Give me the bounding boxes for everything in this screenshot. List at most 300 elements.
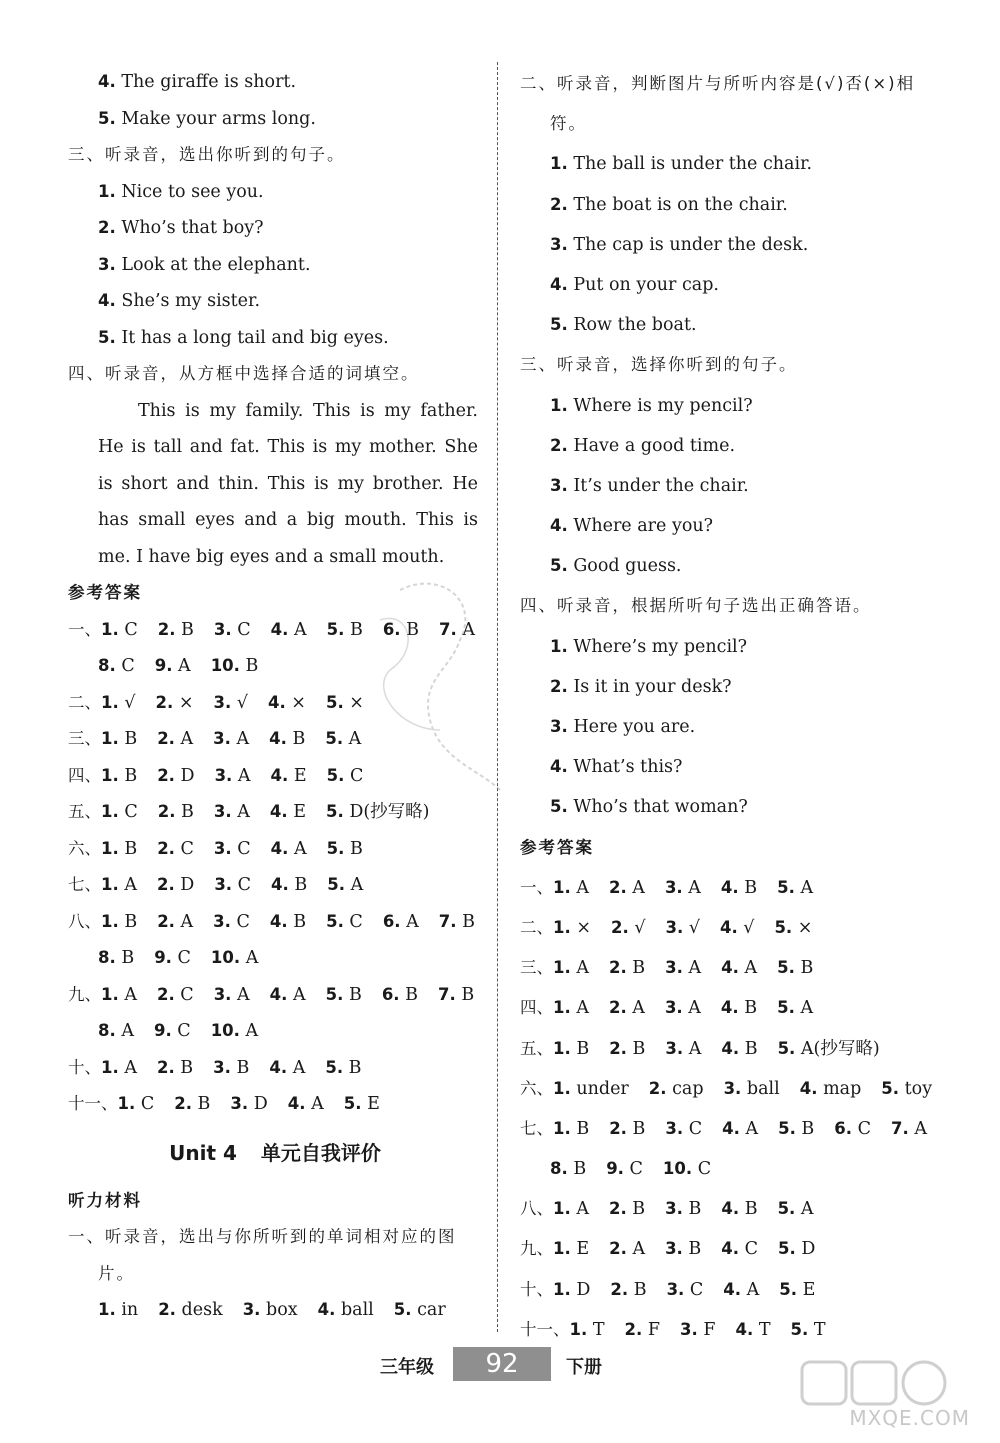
answer-number: 3. — [213, 838, 232, 858]
answer-value: B — [462, 911, 475, 932]
sentence-line — [520, 185, 940, 225]
answer-item — [101, 802, 138, 822]
answer-item — [154, 948, 191, 968]
answer-number: 8. — [98, 1021, 116, 1040]
answer-item — [667, 1280, 704, 1300]
answer-value: A — [237, 802, 250, 822]
answer-value: A — [688, 877, 701, 898]
answer-section-label: 二、 — [68, 692, 101, 712]
answer-number: 1. — [553, 1078, 571, 1098]
answer-number: 2. — [608, 958, 627, 978]
answer-item — [271, 766, 307, 786]
answer-value: F — [647, 1319, 660, 1340]
answer-number: 9. — [153, 1021, 172, 1040]
answer-number: 1. — [101, 692, 119, 712]
answer-value: A — [632, 998, 645, 1019]
answer-number: 4. — [735, 1319, 754, 1339]
answer-value: √ — [236, 692, 248, 713]
answer-number: 1. — [553, 1038, 571, 1058]
answer-item — [665, 878, 701, 898]
sentence-line — [520, 305, 940, 345]
answer-value: B — [124, 911, 138, 932]
answer-section-label: 四、 — [520, 998, 553, 1018]
answer-number: 4. — [722, 1118, 740, 1138]
answer-number: 4. — [269, 802, 288, 821]
answer-item — [649, 1079, 704, 1099]
answer-value: B — [632, 1038, 646, 1059]
answer-item — [553, 1239, 589, 1259]
answer-number: 3. — [214, 875, 233, 894]
answer-item — [553, 1199, 589, 1219]
answer-item — [665, 1239, 701, 1259]
answer-number: 6. — [381, 984, 400, 1004]
item-text: Have a good time. — [573, 435, 736, 456]
item-text: She’s my sister. — [121, 291, 261, 311]
item-text: in — [121, 1300, 139, 1320]
answer-item — [211, 1021, 258, 1041]
watermark — [720, 1358, 970, 1438]
answer-value: C — [237, 619, 251, 640]
answer-value: A — [124, 1057, 137, 1078]
answer-item — [791, 1320, 826, 1340]
sentence-line — [68, 101, 482, 138]
answer-item — [550, 1159, 586, 1179]
answer-item — [383, 912, 419, 932]
answer-value: × — [576, 917, 591, 938]
answer-value: A — [745, 1118, 759, 1139]
answer-value: B — [245, 656, 259, 676]
item-text: Make your arms long. — [121, 108, 316, 129]
answer-value: B — [293, 911, 307, 932]
answer-value: A — [688, 958, 702, 979]
answer-value: A — [914, 1118, 927, 1139]
answer-item — [327, 620, 363, 640]
answer-item — [721, 1239, 758, 1259]
answer-number: 3. — [665, 1199, 683, 1219]
sentence-line — [68, 64, 482, 101]
answer-value: B — [801, 1118, 815, 1139]
answer-value: C — [236, 911, 250, 932]
answer-number: 6. — [382, 619, 401, 639]
watermark-logo-icon — [800, 1358, 950, 1408]
answer-value: √ — [634, 917, 646, 938]
answer-number: 1. — [553, 958, 571, 978]
answer-value: × — [797, 917, 813, 938]
item-number: 5. — [550, 315, 568, 335]
answer-value: B — [121, 948, 135, 968]
item-number: 4. — [550, 274, 568, 294]
answer-value: B — [744, 1199, 758, 1220]
answer-number: 3. — [664, 877, 683, 897]
answer-value: A — [576, 877, 589, 898]
answer-row — [520, 1229, 940, 1269]
answer-value: B — [236, 1057, 250, 1078]
answer-value: B — [294, 875, 308, 895]
answer-value: √ — [688, 917, 700, 938]
answer-item — [101, 985, 137, 1005]
answer-value: B — [405, 984, 419, 1005]
answer-number: 2. — [610, 1279, 629, 1299]
answer-value: E — [367, 1094, 380, 1114]
answer-value: B — [573, 1159, 587, 1180]
answer-value: T — [813, 1319, 826, 1340]
answer-number: 4. — [269, 911, 288, 931]
answer-section-label: 三、 — [68, 729, 101, 748]
answer-item — [778, 1239, 815, 1259]
section-heading-cont: 片。 — [98, 1263, 135, 1283]
answer-number: 1. — [101, 875, 119, 894]
answer-number: 4. — [267, 692, 286, 712]
answer-number: 2. — [611, 917, 629, 937]
answer-item — [98, 1021, 134, 1041]
answer-number: 1. — [101, 619, 119, 639]
answer-section-label: 五、 — [520, 1038, 553, 1058]
answer-value: A — [576, 1199, 589, 1220]
item-number: 3. — [550, 717, 568, 736]
answer-value: C — [688, 1118, 703, 1139]
sentence-line — [520, 667, 940, 707]
answer-row — [520, 1189, 940, 1229]
answer-value: C — [857, 1118, 872, 1139]
answer-item — [777, 958, 813, 978]
answer-number: 1. — [553, 877, 571, 897]
word-item — [158, 1300, 222, 1320]
answer-value: C — [744, 1239, 758, 1260]
answer-item — [270, 912, 306, 932]
sentence-line — [520, 265, 940, 305]
answer-value: ball — [746, 1078, 780, 1099]
answer-value: A — [121, 1021, 134, 1041]
answer-number: 4. — [270, 619, 289, 639]
answer-value: under — [576, 1078, 629, 1099]
sentence-line — [68, 174, 482, 211]
answer-item — [735, 1320, 770, 1340]
answer-row — [68, 904, 482, 941]
answer-value: × — [349, 692, 364, 713]
answer-item — [101, 1058, 137, 1078]
item-number: 3. — [242, 1300, 261, 1319]
answer-row — [520, 1270, 940, 1310]
item-text: The ball is under the chair. — [573, 154, 813, 175]
answer-value: A — [245, 1021, 259, 1041]
answer-value: D — [180, 765, 195, 786]
item-number: 1. — [550, 154, 568, 174]
item-number: 2. — [158, 1300, 176, 1319]
answer-number: 1. — [117, 1094, 136, 1113]
answer-number: 4. — [270, 838, 289, 858]
answer-number: 4. — [721, 958, 739, 978]
answer-number: 5. — [326, 838, 345, 858]
answer-item — [553, 1039, 589, 1059]
answer-item — [777, 878, 813, 898]
item-text: Is it in your desk? — [573, 676, 732, 697]
answer-number: 3. — [213, 692, 232, 712]
answer-number: 3. — [230, 1094, 249, 1113]
answer-value: C — [237, 838, 251, 859]
sentence-line — [520, 747, 940, 787]
answer-item — [777, 998, 813, 1018]
answer-key-heading: 参考答案 — [520, 837, 594, 857]
answer-item — [721, 1039, 757, 1059]
item-text: Here you are. — [573, 717, 696, 737]
answer-key-heading: 参考答案 — [68, 583, 142, 602]
answer-value: B — [124, 838, 138, 859]
answer-item — [881, 1079, 932, 1099]
answer-item — [778, 1199, 814, 1219]
answer-section-label: 四、 — [68, 765, 101, 785]
answer-item — [269, 1058, 305, 1078]
answer-section-label: 十、 — [68, 1057, 101, 1077]
answer-item — [326, 693, 364, 713]
item-number: 1. — [98, 181, 116, 201]
answer-item — [213, 1058, 249, 1078]
answer-item — [101, 693, 135, 713]
item-text: Where are you? — [573, 516, 714, 537]
answer-number: 2. — [157, 765, 175, 785]
answer-item — [211, 948, 258, 968]
answer-number: 3. — [665, 1038, 684, 1058]
answer-section-label: 一、 — [68, 619, 101, 639]
answer-item — [101, 875, 137, 895]
answer-item — [271, 839, 307, 859]
answer-item — [663, 1159, 711, 1179]
answer-section-label: 九、 — [520, 1239, 553, 1259]
answer-value: A — [688, 998, 701, 1019]
answer-value: A — [632, 877, 645, 898]
answer-number: 8. — [550, 1159, 568, 1179]
answer-item — [553, 1119, 589, 1139]
answer-number: 2. — [157, 802, 176, 821]
answer-row — [520, 1109, 940, 1149]
item-number: 3. — [550, 234, 568, 254]
answer-item — [553, 1280, 590, 1300]
answer-number: 2. — [174, 1094, 192, 1113]
answer-number: 2. — [157, 619, 176, 639]
answer-row — [520, 948, 940, 988]
answer-number: 2. — [156, 1057, 175, 1077]
answer-number: 5. — [778, 1239, 796, 1259]
answer-item — [215, 766, 251, 786]
answer-value: C — [177, 948, 191, 968]
item-text: Where’s my pencil? — [573, 636, 748, 657]
word-list — [68, 1292, 482, 1329]
answer-number: 5. — [790, 1319, 809, 1339]
section-heading: 一、听录音，选出与你所听到的单词相对应的图 — [68, 1227, 457, 1246]
answer-item — [157, 729, 193, 749]
answer-value: A — [293, 619, 307, 640]
item-number: 5. — [393, 1300, 412, 1319]
answer-item — [778, 1039, 880, 1059]
answer-item — [665, 998, 701, 1018]
sentence-line — [68, 320, 482, 357]
answer-row — [520, 1149, 940, 1189]
answer-item — [326, 802, 430, 822]
answer-item — [609, 1199, 645, 1219]
answer-value: B — [576, 1038, 590, 1059]
answer-section-label: 二、 — [520, 917, 553, 937]
item-text: The boat is on the chair. — [573, 194, 788, 215]
answer-item — [382, 985, 418, 1005]
sentence-line — [520, 546, 940, 586]
answer-number: 2. — [608, 877, 627, 897]
answer-item — [665, 918, 699, 938]
answer-number: 5. — [325, 692, 344, 712]
answer-number: 4. — [799, 1078, 818, 1098]
answer-value: A — [180, 729, 194, 749]
footer-grade: 三年级 — [380, 1357, 434, 1378]
answer-number: 4. — [269, 984, 288, 1004]
answer-item — [625, 1320, 660, 1340]
item-text: The giraffe is short. — [121, 72, 297, 92]
answer-item — [155, 656, 191, 676]
answer-number: 1. — [553, 1199, 571, 1219]
answer-item — [553, 1079, 629, 1099]
answer-item — [268, 693, 306, 713]
item-text: It has a long tail and big eyes. — [121, 327, 389, 348]
answer-item — [214, 802, 250, 822]
answer-item — [724, 1079, 780, 1099]
sentence-line — [68, 283, 482, 320]
answer-number: 9. — [154, 948, 172, 967]
answer-number: 9. — [154, 656, 173, 675]
answer-item — [158, 620, 194, 640]
answer-number: 3. — [213, 729, 231, 748]
item-text: Nice to see you. — [121, 181, 264, 202]
answer-number: 1. — [553, 1118, 571, 1138]
answer-value: C — [180, 984, 194, 1005]
answer-item — [606, 1159, 643, 1179]
answer-number: 4. — [269, 729, 287, 748]
answer-value: A — [688, 1038, 702, 1059]
answer-item — [214, 875, 251, 895]
answer-value: A — [800, 877, 814, 898]
word-item — [318, 1300, 374, 1320]
answer-value: A — [292, 1057, 306, 1078]
answer-value: A — [124, 984, 137, 1005]
answer-item — [288, 1094, 324, 1114]
answer-value: √ — [743, 917, 755, 938]
sentence-line — [520, 466, 940, 506]
answer-number: 4. — [719, 917, 738, 937]
section-heading: 四、听录音，从方框中选择合适的词填空。 — [68, 364, 420, 383]
answer-item — [720, 918, 754, 938]
answer-number: 7. — [438, 911, 457, 931]
answer-item — [722, 1119, 758, 1139]
answer-value: cap — [672, 1078, 704, 1099]
answer-row — [520, 1069, 940, 1109]
answer-item — [327, 766, 364, 786]
footer-volume: 下册 — [566, 1357, 602, 1378]
sentence-line — [68, 210, 482, 247]
answer-value: B — [461, 984, 475, 1005]
answer-number: 10. — [662, 1159, 693, 1179]
answer-row — [520, 1310, 940, 1350]
answer-number: 2. — [609, 1038, 627, 1058]
listening-heading: 听力材料 — [68, 1190, 142, 1210]
answer-item — [665, 1119, 702, 1139]
sentence-line — [520, 144, 940, 184]
word-item — [394, 1300, 446, 1320]
answer-value: E — [293, 802, 306, 822]
answer-value: A — [237, 984, 250, 1005]
answer-item — [721, 998, 757, 1018]
answer-value: C — [629, 1159, 643, 1180]
item-number: 2. — [550, 676, 568, 696]
page-number: 92 — [453, 1347, 551, 1381]
answer-value: F — [703, 1319, 716, 1340]
answer-number: 4. — [271, 875, 289, 894]
answer-value: E — [576, 1239, 590, 1260]
answer-item — [609, 958, 645, 978]
item-number: 5. — [98, 327, 116, 347]
answer-value: C — [349, 765, 364, 786]
answer-value: A — [293, 838, 307, 859]
answer-number: 1. — [101, 911, 119, 931]
answer-number: 5. — [325, 984, 344, 1004]
answer-item — [438, 985, 474, 1005]
sentence-line — [520, 426, 940, 466]
answer-item — [269, 729, 305, 749]
answer-value: C — [124, 619, 138, 640]
answer-number: 7. — [438, 984, 456, 1004]
answer-item — [570, 1320, 605, 1340]
answer-item — [270, 802, 306, 822]
answer-value: C — [177, 1021, 191, 1041]
item-text: It’s under the chair. — [573, 475, 749, 496]
answer-value: B — [688, 1199, 702, 1220]
answer-item — [157, 875, 194, 895]
answer-number: 8. — [98, 656, 116, 675]
answer-value: B — [744, 998, 758, 1019]
answer-number: 3. — [213, 1057, 231, 1077]
answer-item — [665, 958, 701, 978]
item-number: 2. — [550, 194, 568, 214]
sentence-line — [520, 225, 940, 265]
item-text: Look at the elephant. — [121, 254, 311, 275]
item-number: 5. — [550, 556, 568, 576]
answer-value: B — [576, 1118, 590, 1139]
sentence-line — [520, 386, 940, 426]
answer-number: 5. — [777, 1038, 796, 1058]
answer-number: 8. — [98, 948, 116, 967]
answer-value: B — [181, 619, 194, 640]
answer-item — [101, 912, 137, 932]
answer-number: 5. — [777, 998, 795, 1018]
answer-number: 3. — [214, 765, 233, 785]
answer-number: 4. — [721, 1199, 740, 1219]
answer-number: 3. — [723, 1078, 742, 1098]
item-number: 4. — [98, 72, 116, 91]
answer-value: A — [576, 958, 589, 979]
answer-section-label: 六、 — [68, 838, 101, 858]
answer-row — [520, 868, 940, 908]
answer-number: 7. — [891, 1118, 909, 1138]
answer-item — [214, 620, 251, 640]
answer-value: D — [576, 1279, 591, 1300]
item-text: The cap is under the desk. — [573, 234, 809, 255]
answer-number: 9. — [606, 1159, 624, 1179]
answer-item — [344, 1094, 380, 1114]
answer-value: D(抄写略) — [349, 802, 430, 822]
answer-number: 3. — [213, 984, 232, 1004]
item-text: car — [417, 1300, 446, 1320]
section-heading-cont: 符。 — [550, 114, 587, 134]
answer-item — [609, 998, 645, 1018]
item-number: 4. — [550, 516, 568, 536]
item-text: box — [266, 1300, 298, 1320]
answer-value: A — [237, 765, 251, 786]
answer-number: 7. — [439, 619, 457, 639]
